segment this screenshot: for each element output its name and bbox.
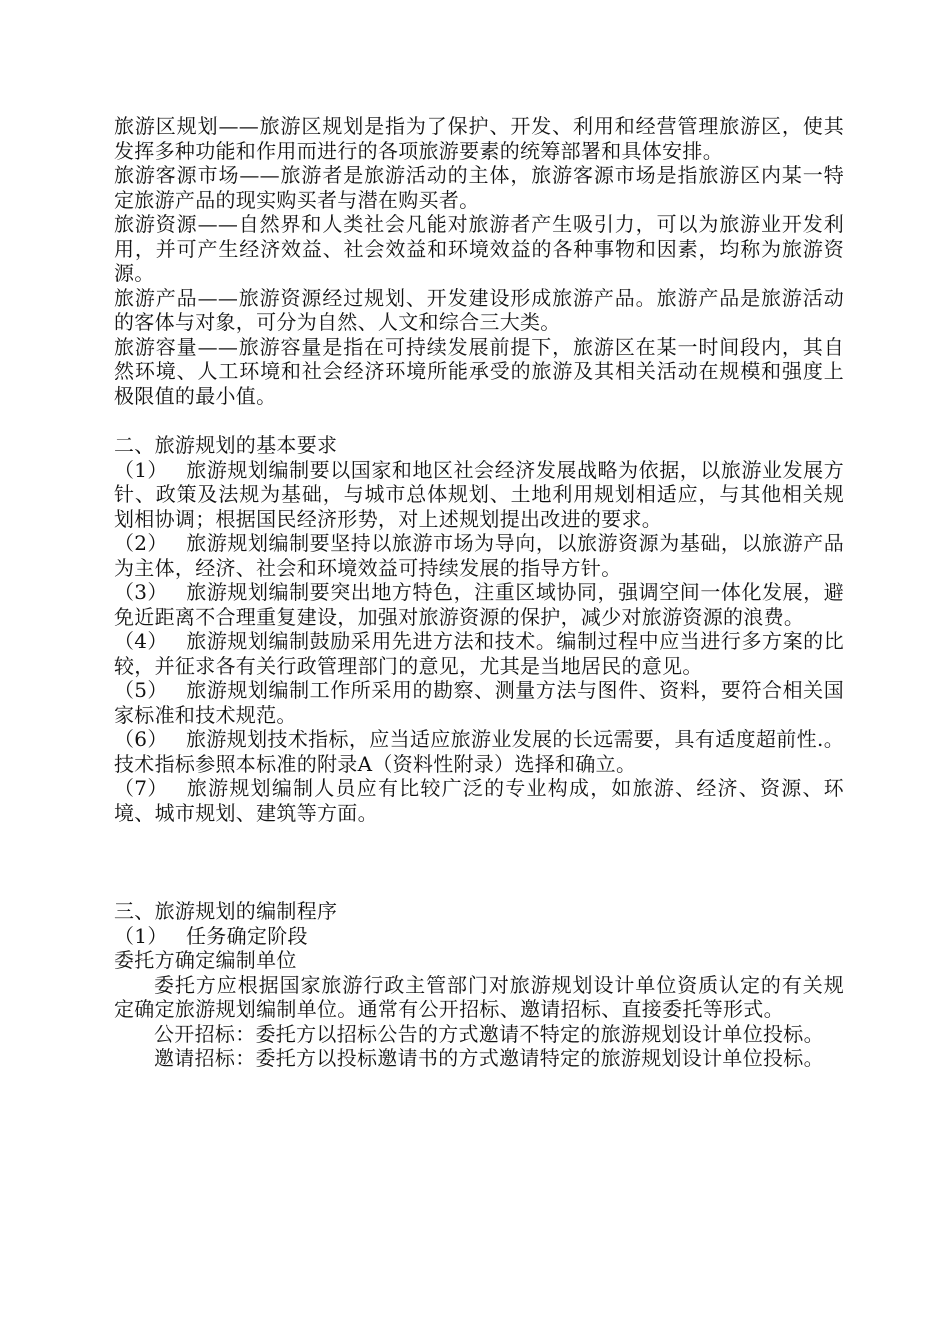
requirement-item-4 — [114, 629, 844, 678]
stage-number: （1） — [114, 923, 168, 948]
item-text: 旅游规划编制鼓励采用先进方法和技术。编制过程中应当进行多方案的比较，并征求各有关行政管理部门的意见，尤其是当地居民的意见。 — [114, 629, 844, 678]
definition-tourism-area-planning: 旅游区规划——旅游区规划是指为了保护、开发、利用和经营管理旅游区，使其发挥多种功能和作用而进行的各项旅游要素的统筹部署和具体安排。 — [114, 114, 844, 163]
requirement-item-7 — [114, 776, 844, 825]
spacer — [114, 825, 844, 899]
requirement-item-2 — [114, 531, 844, 580]
item-number: （7） — [114, 776, 168, 800]
stage-title — [114, 924, 844, 949]
requirement-item-5 — [114, 678, 844, 727]
requirement-item-3 — [114, 580, 844, 629]
document-body — [114, 114, 844, 1071]
paragraph-invited-bidding: 邀请招标：委托方以投标邀请书的方式邀请特定的旅游规划设计单位投标。 — [154, 1046, 824, 1070]
requirement-item-6 — [114, 727, 844, 776]
item-number: （1） — [114, 457, 168, 482]
spacer — [114, 408, 844, 433]
section-3-heading: 三、旅游规划的编制程序 — [114, 899, 338, 923]
requirement-item-1 — [114, 458, 844, 532]
definition-tourism-resources: 旅游资源——自然界和人类社会凡能对旅游者产生吸引力，可以为旅游业开发利用，并可产生经济效益、社会效益和环境效益的各种事物和因素，均称为旅游资源。 — [114, 212, 844, 285]
paragraph-commission: 委托方应根据国家旅游行政主管部门对旅游规划设计单位资质认定的有关规定确定旅游规划编制单位。通常有公开招标、邀请招标、直接委托等形式。 — [114, 972, 844, 1021]
item-number: （3） — [114, 580, 168, 604]
definition-tourism-products: 旅游产品——旅游资源经过规划、开发建设形成旅游产品。旅游产品是旅游活动的客体与对象，可分为自然、人文和综合三大类。 — [114, 285, 844, 334]
stage-label: 任务确定阶段 — [186, 923, 308, 948]
item-number: （6） — [114, 727, 168, 751]
item-text: 旅游规划技术指标，应当适应旅游业发展的长远需要，具有适度超前性.。技术指标参照本标准的附录A（资料性附录）选择和确立。 — [114, 727, 844, 776]
item-text: 旅游规划编制要以国家和地区社会经济发展战略为依据，以旅游业发展方针、政策及法规为基础，与城市总体规划、土地利用规划相适应，与其他相关规划相协调；根据国民经济形势，对上述规划提出改进的要求。 — [114, 457, 844, 531]
section-2-heading: 二、旅游规划的基本要求 — [114, 433, 338, 457]
definition-tourist-source-market: 旅游客源市场——旅游者是旅游活动的主体，旅游客源市场是指旅游区内某一特定旅游产品的现实购买者与潜在购买者。 — [114, 163, 844, 212]
item-text: 旅游规划编制工作所采用的勘察、测量方法与图件、资料，要符合相关国家标准和技术规范。 — [114, 678, 844, 727]
item-number: （2） — [114, 531, 168, 555]
paragraph-public-bidding: 公开招标：委托方以招标公告的方式邀请不特定的旅游规划设计单位投标。 — [154, 1021, 824, 1046]
item-number: （5） — [114, 678, 168, 702]
subheading: 委托方确定编制单位 — [114, 948, 297, 972]
item-text: 旅游规划编制要突出地方特色，注重区域协同，强调空间一体化发展，避免近距离不合理重复建设，加强对旅游资源的保护，减少对旅游资源的浪费。 — [114, 580, 844, 629]
item-text: 旅游规划编制要坚持以旅游市场为导向，以旅游资源为基础，以旅游产品为主体，经济、社会和环境效益可持续发展的指导方针。 — [114, 531, 844, 580]
item-number: （4） — [114, 629, 168, 653]
definition-tourism-capacity: 旅游容量——旅游容量是指在可持续发展前提下，旅游区在某一时间段内，其自然环境、人工环境和社会经济环境所能承受的旅游及其相关活动在规模和强度上极限值的最小值。 — [114, 334, 844, 408]
item-text: 旅游规划编制人员应有比较广泛的专业构成，如旅游、经济、资源、环境、城市规划、建筑等方面。 — [114, 776, 844, 825]
